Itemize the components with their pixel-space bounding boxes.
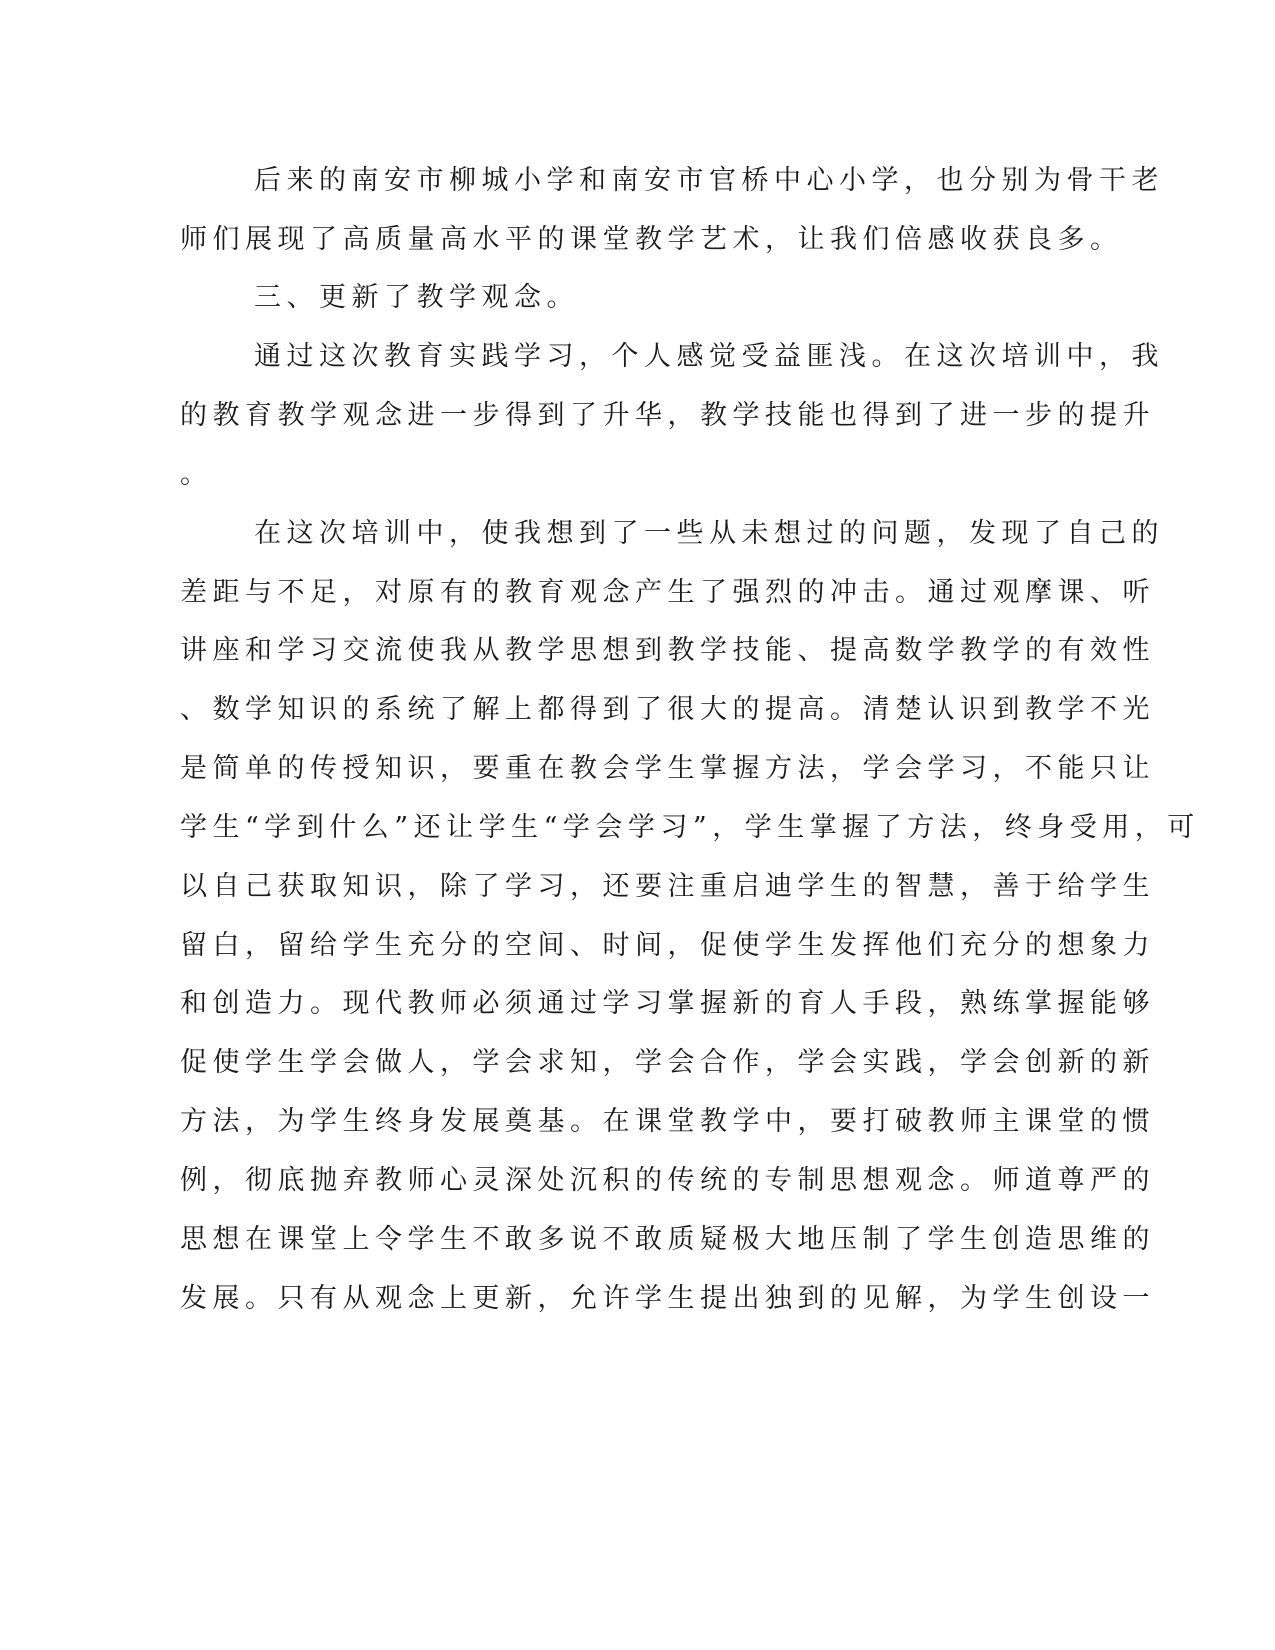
text-line: 促使学生学会做人，学会求知，学会合作，学会实践，学会创新的新 <box>180 1047 1155 1078</box>
text-line: 例，彻底抛弃教师心灵深处沉积的传统的专制思想观念。师道尊严的 <box>180 1165 1155 1196</box>
text-line: 以自己获取知识，除了学习，还要注重启迪学生的智慧，善于给学生 <box>180 871 1155 902</box>
text-line: 方法，为学生终身发展奠基。在课堂教学中，要打破教师主课堂的惯 <box>180 1106 1155 1137</box>
text-line: 、数学知识的系统了解上都得到了很大的提高。清楚认识到教学不光 <box>180 694 1155 725</box>
text-line: 。 <box>180 459 213 490</box>
text-line: 是简单的传授知识，要重在教会学生掌握方法，学会学习，不能只让 <box>180 753 1155 784</box>
text-line: 后来的南安市柳城小学和南安市官桥中心小学，也分别为骨干老 <box>254 165 1164 196</box>
text-line: 师们展现了高质量高水平的课堂教学艺术，让我们倍感收获良多。 <box>180 224 1123 255</box>
text-line: 差距与不足，对原有的教育观念产生了强烈的冲击。通过观摩课、听 <box>180 577 1155 608</box>
text-line: 讲座和学习交流使我从教学思想到教学技能、提高数学教学的有效性 <box>180 635 1155 666</box>
section-heading: 三、更新了教学观念。 <box>254 282 579 313</box>
text-line: 的教育教学观念进一步得到了升华，教学技能也得到了进一步的提升 <box>180 400 1155 431</box>
text-line: 和创造力。现代教师必须通过学习掌握新的育人手段，熟练掌握能够 <box>180 988 1155 1019</box>
text-line: 发展。只有从观念上更新，允许学生提出独到的见解，为学生创设一 <box>180 1283 1155 1314</box>
text-line: 留白，留给学生充分的空间、时间，促使学生发挥他们充分的想象力 <box>180 930 1155 961</box>
text-line: 学生“学到什么”还让学生“学会学习”，学生掌握了方法，终身受用，可 <box>180 812 1200 843</box>
text-line: 通过这次教育实践学习，个人感觉受益匪浅。在这次培训中，我 <box>254 341 1164 372</box>
text-line: 思想在课堂上令学生不敢多说不敢质疑极大地压制了学生创造思维的 <box>180 1224 1155 1255</box>
text-line: 在这次培训中，使我想到了一些从未想过的问题，发现了自己的 <box>254 518 1164 549</box>
